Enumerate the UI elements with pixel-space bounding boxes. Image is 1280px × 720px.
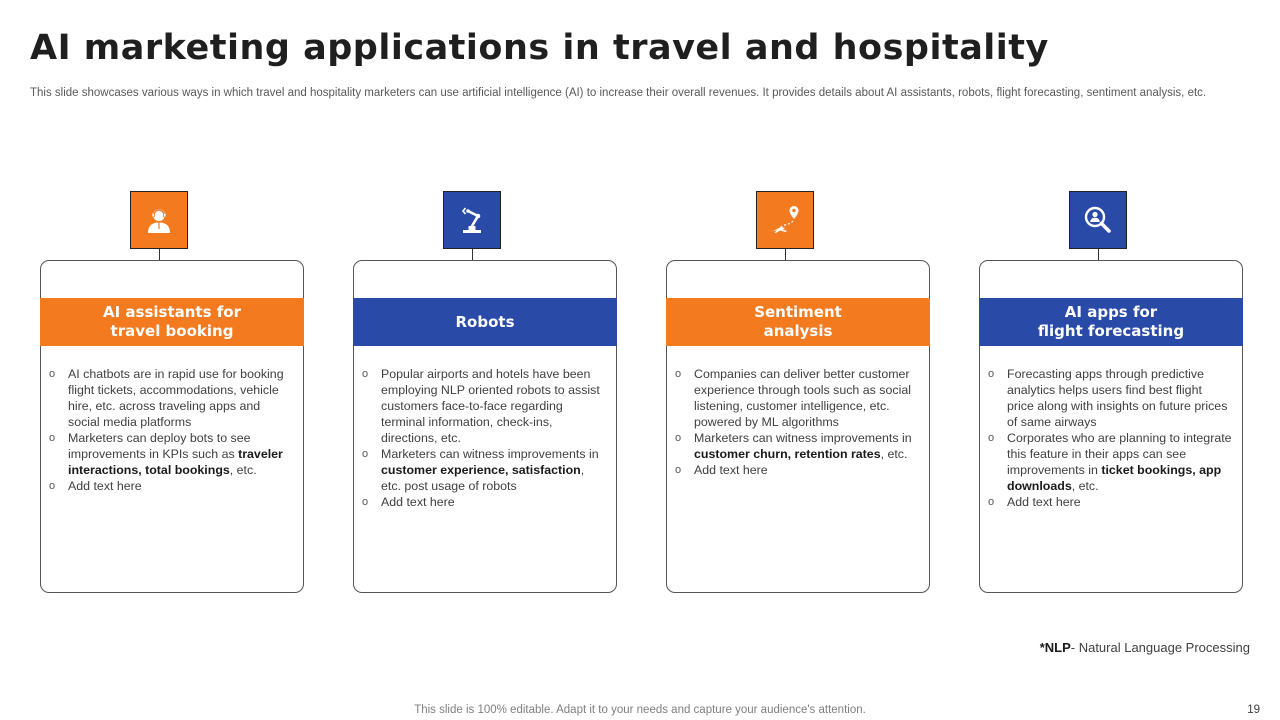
bullet-text: , etc.: [229, 463, 257, 477]
content-card: [40, 260, 304, 593]
card-heading: Robots: [353, 298, 617, 346]
icon-box: [756, 191, 814, 249]
bullet-point: [68, 478, 293, 494]
bullet-point: [68, 366, 293, 430]
bullet-text: Add text here: [694, 463, 768, 477]
connector-line: [472, 249, 473, 260]
bullet-point: [1007, 366, 1232, 430]
slide-subtitle: This slide showcases various ways in which travel and hospitality marketers can use artificial intelligence (AI) to increase their overall revenues. It provides details about AI assistants, robots, flight forecasting, sentiment analysis, etc.: [30, 87, 1207, 99]
bullet-point: [1007, 430, 1232, 494]
bullet-text: Marketers can deploy bots to see improvements in KPIs such as: [68, 431, 251, 461]
bullet-point: [68, 430, 293, 478]
footnote: [1040, 640, 1250, 655]
assistant-icon: [143, 204, 175, 236]
bullet-text: Add text here: [68, 479, 142, 493]
column-sentiment-analysis: [666, 191, 930, 594]
bullet-text: Forecasting apps through predictive analytics helps users find best flight price along with insights on future prices of same airways: [1007, 367, 1228, 429]
bullet-list: [667, 366, 929, 478]
bullet-point: [381, 494, 606, 510]
icon-box: [1069, 191, 1127, 249]
bullet-text: , etc.: [1071, 479, 1099, 493]
search-user-icon: [1082, 204, 1114, 236]
icon-box: [443, 191, 501, 249]
bullet-text: Marketers can witness improvements in: [694, 431, 912, 445]
bullet-emphasis: ticket bookings, app downloads: [1007, 463, 1222, 493]
bullet-point: [694, 430, 919, 462]
bullet-text: , etc. post usage of robots: [381, 463, 585, 493]
connector-line: [785, 249, 786, 260]
slide-title: AI marketing applications in travel and hospitality: [30, 28, 1049, 68]
footnote-term: *NLP: [1039, 640, 1071, 655]
page-number: 19: [1247, 704, 1260, 716]
bullet-emphasis: customer churn, retention rates: [694, 447, 881, 461]
card-heading: Sentiment analysis: [666, 298, 930, 346]
bullet-list: [980, 366, 1242, 510]
bullet-text: Add text here: [1007, 495, 1081, 509]
content-card: [979, 260, 1243, 593]
icon-box: [130, 191, 188, 249]
bullet-text: Marketers can witness improvements in: [381, 447, 599, 461]
card-heading: AI assistants for travel booking: [40, 298, 304, 346]
content-card: [666, 260, 930, 593]
bullet-text: Companies can deliver better customer experience through tools such as social listening, customer intelligence, etc. powered by ML algorithms: [694, 367, 911, 429]
bullet-point: [694, 366, 919, 430]
flight-location-icon: [768, 203, 802, 237]
bullet-list: [41, 366, 303, 494]
bullet-point: [694, 462, 919, 478]
column-flight-forecasting: [979, 191, 1243, 594]
bullet-text: Popular airports and hotels have been employing NLP oriented robots to assist customers face-to-face regarding terminal information, check-ins, directions, etc.: [381, 367, 600, 445]
robot-arm-icon: [456, 204, 488, 236]
bullet-point: [1007, 494, 1232, 510]
column-robots: [353, 191, 617, 594]
card-heading: AI apps for flight forecasting: [979, 298, 1243, 346]
footnote-definition: - Natural Language Processing: [1070, 640, 1250, 655]
bullet-list: [354, 366, 616, 510]
bullet-point: [381, 446, 606, 494]
connector-line: [1098, 249, 1099, 260]
column-ai-assistants: [40, 191, 304, 594]
bullet-text: Corporates who are planning to integrate this feature in their apps can see improvements in: [1007, 431, 1232, 477]
bullet-text: Add text here: [381, 495, 455, 509]
connector-line: [159, 249, 160, 260]
content-card: [353, 260, 617, 593]
bullet-text: , etc.: [880, 447, 908, 461]
bullet-text: AI chatbots are in rapid use for booking flight tickets, accommodations, vehicle hire, etc. across traveling apps and social media platforms: [68, 367, 284, 429]
bullet-point: [381, 366, 606, 446]
bullet-emphasis: customer experience, satisfaction: [381, 463, 581, 477]
bullet-emphasis: traveler interactions, total bookings: [68, 447, 283, 477]
footer-note: This slide is 100% editable. Adapt it to your needs and capture your audience's attention.: [414, 704, 866, 716]
